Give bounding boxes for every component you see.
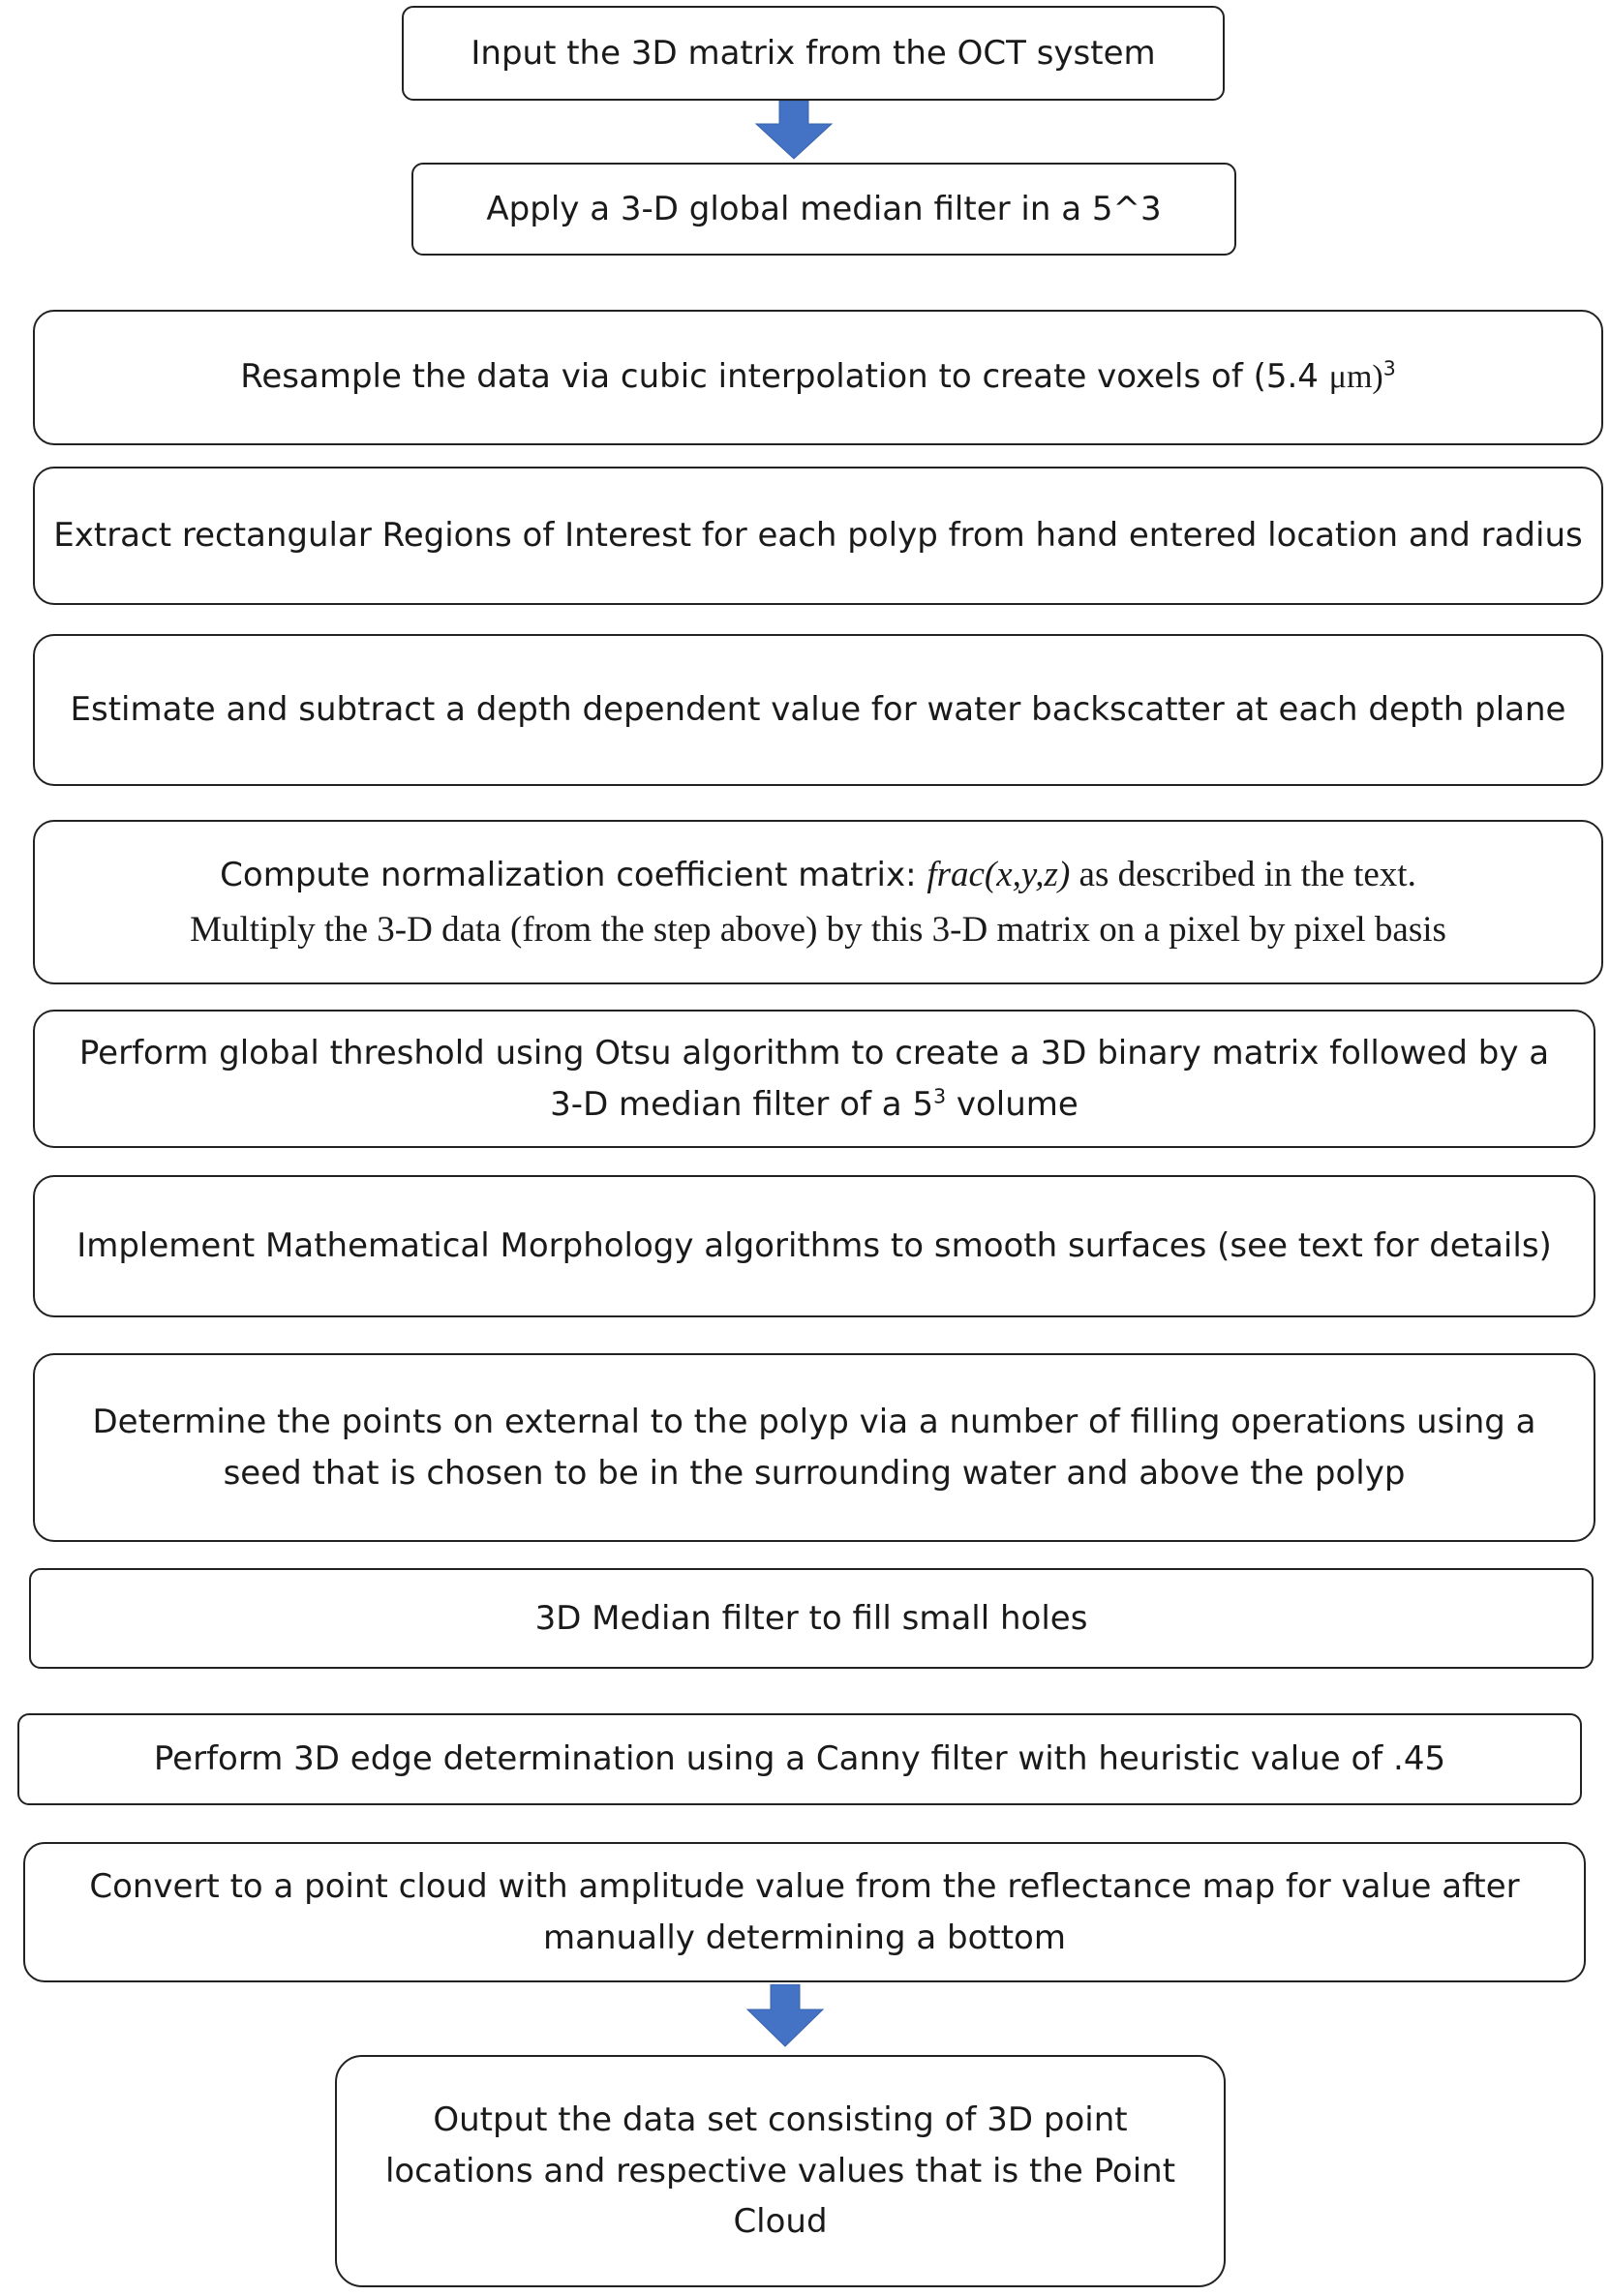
step-text: Estimate and subtract a depth dependent value for water backscatter at each depth plane <box>70 690 1566 730</box>
step-filling-operations <box>33 1353 1595 1542</box>
step-text-line-1: Compute normalization coefficient matrix: frac(x,y,z) as described in the text. <box>220 854 1416 894</box>
step-otsu-threshold <box>33 1010 1595 1148</box>
step-text-line-2: Multiply the 3-D data (from the step above) by this 3-D matrix on a pixel by pixel basis <box>190 910 1446 950</box>
step-text-line-1: Perform global threshold using Otsu algorithm to create a 3D binary matrix followed by a <box>78 1033 1550 1072</box>
step-median-fill-holes <box>29 1568 1594 1669</box>
step-text: Implement Mathematical Morphology algorithms to smooth surfaces (see text for details) <box>76 1226 1552 1266</box>
step-canny-edges <box>17 1713 1582 1805</box>
down-arrow-icon <box>750 101 837 161</box>
step-text-line-3: Cloud <box>733 2202 828 2242</box>
step-text-line-1: Convert to a point cloud with amplitude value from the reflectance map for value after <box>89 1866 1520 1906</box>
step-global-median-filter <box>411 163 1236 256</box>
step-text: 3D Median filter to fill small holes <box>534 1598 1088 1638</box>
step-text: Perform 3D edge determination using a Canny filter with heuristic value of .45 <box>153 1739 1446 1779</box>
step-text: Extract rectangular Regions of Interest for each polyp from hand entered location and radius <box>53 516 1583 556</box>
step-text-line-1: Output the data set consisting of 3D point <box>433 2100 1128 2139</box>
step-point-cloud <box>23 1842 1586 1982</box>
step-subtract-backscatter <box>33 634 1603 786</box>
step-input-oct-matrix <box>402 6 1225 101</box>
step-text-line-2: seed that is chosen to be in the surrounding water and above the polyp <box>223 1453 1406 1493</box>
step-text-line-2: locations and respective values that is the Point <box>384 2151 1176 2190</box>
step-normalization <box>33 820 1603 984</box>
step-output <box>335 2055 1226 2287</box>
step-text-line-2: 3-D median filter of a $5^3$ volume <box>550 1084 1078 1124</box>
down-arrow-icon <box>742 1984 829 2048</box>
step-resample-cubic <box>33 310 1603 445</box>
step-text: Input the 3D matrix from the OCT system <box>471 33 1156 73</box>
step-text-line-2: manually determining a bottom <box>543 1918 1066 1957</box>
step-morphology <box>33 1175 1595 1317</box>
step-text: Resample the data via cubic interpolation to create voxels of (5.4 μm)$^3$ <box>240 356 1396 397</box>
step-extract-roi <box>33 467 1603 605</box>
step-text-line-1: Determine the points on external to the polyp via a number of filling operations using a <box>92 1402 1536 1441</box>
step-text: Apply a 3-D global median filter in a 5^3 <box>486 189 1162 228</box>
